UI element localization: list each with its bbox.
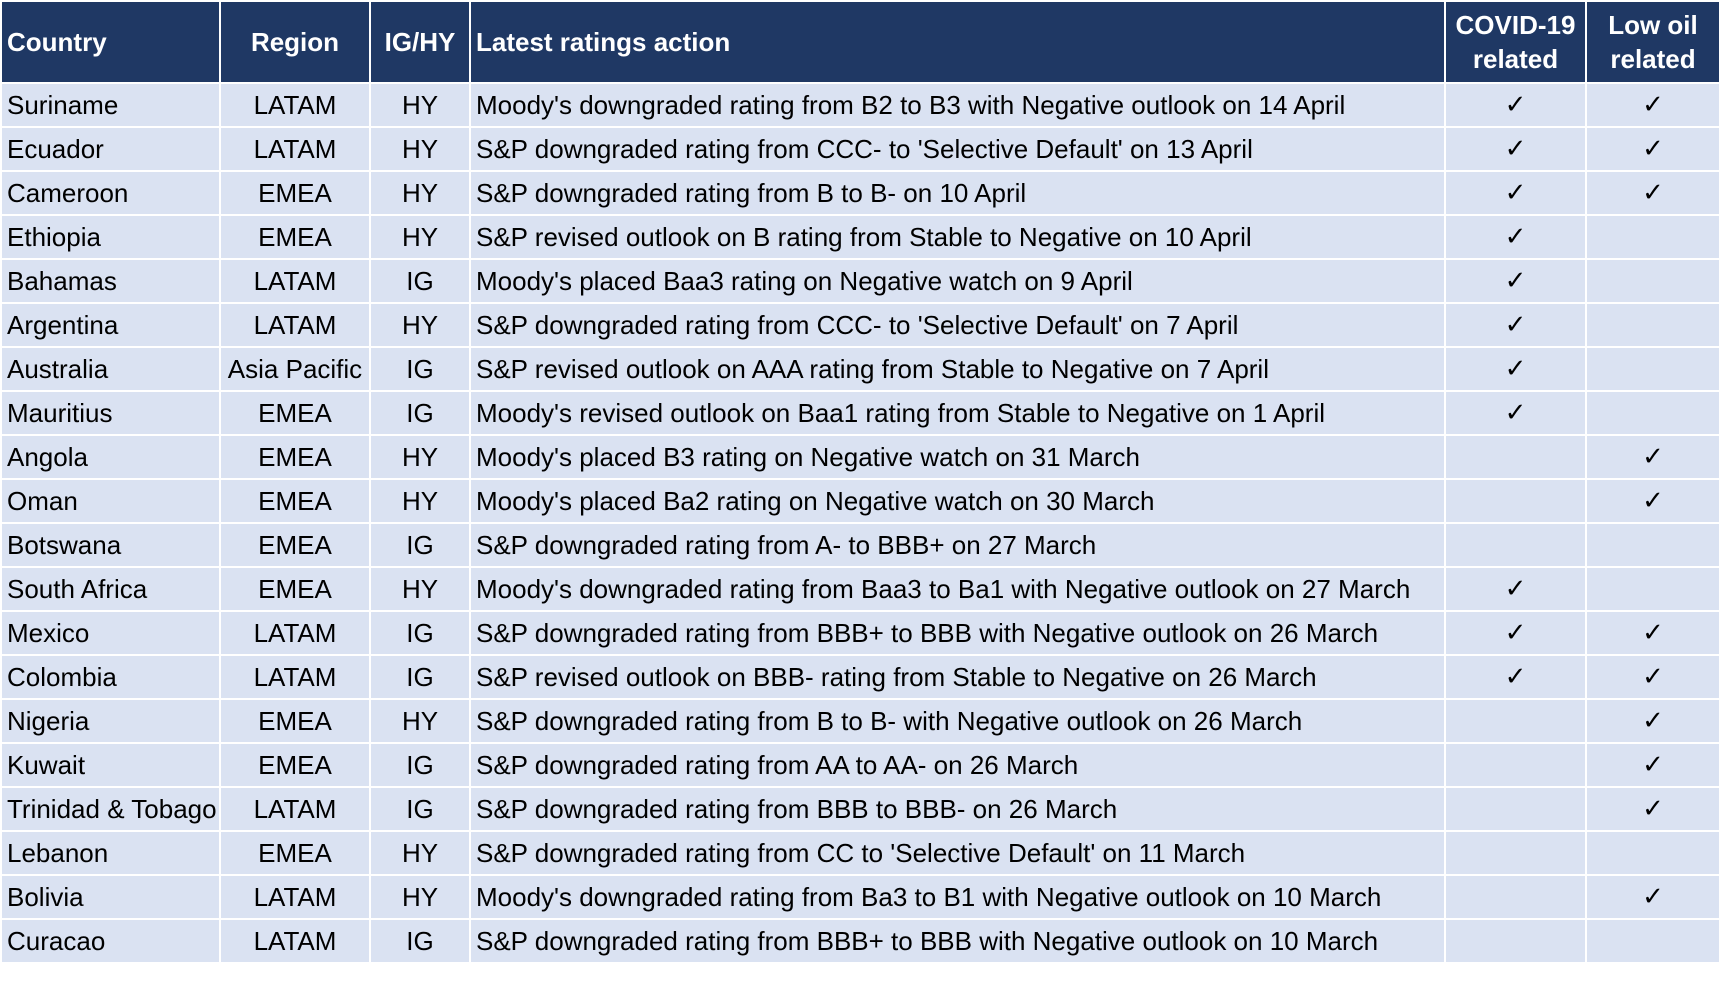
country-cell: South Africa — [1, 567, 220, 611]
region-cell: EMEA — [220, 523, 370, 567]
table-row — [1, 523, 1719, 567]
oil-check-cell — [1586, 919, 1719, 963]
region-cell: LATAM — [220, 83, 370, 127]
country-cell: Colombia — [1, 655, 220, 699]
table-row — [1, 83, 1719, 127]
region-cell: LATAM — [220, 127, 370, 171]
region-cell: EMEA — [220, 743, 370, 787]
oil-check-cell: ✓ — [1586, 699, 1719, 743]
action-cell: S&P downgraded rating from BBB+ to BBB with Negative outlook on 26 March — [470, 611, 1445, 655]
region-cell: LATAM — [220, 875, 370, 919]
header-region: Region — [220, 1, 370, 83]
table-row — [1, 215, 1719, 259]
ighy-cell: HY — [370, 831, 470, 875]
action-cell: Moody's placed Ba2 rating on Negative watch on 30 March — [470, 479, 1445, 523]
oil-check-cell: ✓ — [1586, 875, 1719, 919]
table-row — [1, 875, 1719, 919]
table-row — [1, 919, 1719, 963]
covid-check-cell: ✓ — [1445, 567, 1586, 611]
oil-check-cell: ✓ — [1586, 83, 1719, 127]
oil-check-cell — [1586, 215, 1719, 259]
region-cell: LATAM — [220, 919, 370, 963]
covid-check-cell — [1445, 523, 1586, 567]
ighy-cell: HY — [370, 83, 470, 127]
action-cell: S&P downgraded rating from B to B- on 10 April — [470, 171, 1445, 215]
oil-check-cell: ✓ — [1586, 127, 1719, 171]
action-cell: S&P downgraded rating from BBB to BBB- on 26 March — [470, 787, 1445, 831]
header-covid-line2: related — [1472, 44, 1559, 74]
table-row — [1, 171, 1719, 215]
covid-check-cell — [1445, 699, 1586, 743]
action-cell: S&P downgraded rating from CCC- to 'Selective Default' on 7 April — [470, 303, 1445, 347]
covid-check-cell: ✓ — [1445, 347, 1586, 391]
covid-check-cell: ✓ — [1445, 303, 1586, 347]
ighy-cell: IG — [370, 787, 470, 831]
region-cell: EMEA — [220, 435, 370, 479]
table-row — [1, 655, 1719, 699]
action-cell: S&P downgraded rating from AA to AA- on 26 March — [470, 743, 1445, 787]
oil-check-cell — [1586, 567, 1719, 611]
country-cell: Mexico — [1, 611, 220, 655]
ighy-cell: HY — [370, 303, 470, 347]
oil-check-cell — [1586, 303, 1719, 347]
action-cell: Moody's downgraded rating from Ba3 to B1 with Negative outlook on 10 March — [470, 875, 1445, 919]
country-cell: Kuwait — [1, 743, 220, 787]
action-cell: Moody's downgraded rating from Baa3 to Ba1 with Negative outlook on 27 March — [470, 567, 1445, 611]
ighy-cell: IG — [370, 391, 470, 435]
region-cell: Asia Pacific — [220, 347, 370, 391]
ighy-cell: IG — [370, 523, 470, 567]
ighy-cell: IG — [370, 655, 470, 699]
table-row — [1, 699, 1719, 743]
table-row — [1, 611, 1719, 655]
oil-check-cell: ✓ — [1586, 743, 1719, 787]
country-cell: Bahamas — [1, 259, 220, 303]
table-row — [1, 127, 1719, 171]
covid-check-cell: ✓ — [1445, 83, 1586, 127]
header-covid-line1: COVID-19 — [1455, 10, 1576, 40]
header-row — [1, 1, 1719, 83]
ighy-cell: HY — [370, 875, 470, 919]
region-cell: EMEA — [220, 215, 370, 259]
header-ighy: IG/HY — [370, 1, 470, 83]
action-cell: S&P downgraded rating from CCC- to 'Selective Default' on 13 April — [470, 127, 1445, 171]
table-row — [1, 831, 1719, 875]
table-body — [1, 83, 1719, 963]
action-cell: Moody's placed Baa3 rating on Negative watch on 9 April — [470, 259, 1445, 303]
header-oil-line1: Low oil — [1608, 10, 1698, 40]
country-cell: Ethiopia — [1, 215, 220, 259]
ighy-cell: HY — [370, 435, 470, 479]
country-cell: Suriname — [1, 83, 220, 127]
covid-check-cell — [1445, 743, 1586, 787]
ighy-cell: IG — [370, 611, 470, 655]
country-cell: Oman — [1, 479, 220, 523]
ighy-cell: HY — [370, 479, 470, 523]
header-action: Latest ratings action — [470, 1, 1445, 83]
region-cell: EMEA — [220, 391, 370, 435]
action-cell: S&P revised outlook on B rating from Stable to Negative on 10 April — [470, 215, 1445, 259]
ighy-cell: HY — [370, 171, 470, 215]
covid-check-cell — [1445, 919, 1586, 963]
action-cell: Moody's downgraded rating from B2 to B3 with Negative outlook on 14 April — [470, 83, 1445, 127]
covid-check-cell: ✓ — [1445, 611, 1586, 655]
header-oil-line2: related — [1610, 44, 1696, 74]
table-header — [1, 1, 1719, 83]
table-row — [1, 435, 1719, 479]
ighy-cell: HY — [370, 567, 470, 611]
action-cell: S&P downgraded rating from CC to 'Selective Default' on 11 March — [470, 831, 1445, 875]
table-row — [1, 303, 1719, 347]
covid-check-cell — [1445, 875, 1586, 919]
action-cell: Moody's placed B3 rating on Negative watch on 31 March — [470, 435, 1445, 479]
ighy-cell: HY — [370, 699, 470, 743]
ighy-cell: IG — [370, 347, 470, 391]
header-covid — [1445, 1, 1586, 83]
oil-check-cell: ✓ — [1586, 479, 1719, 523]
header-oil — [1586, 1, 1719, 83]
country-cell: Lebanon — [1, 831, 220, 875]
covid-check-cell — [1445, 831, 1586, 875]
covid-check-cell: ✓ — [1445, 655, 1586, 699]
covid-check-cell — [1445, 435, 1586, 479]
region-cell: LATAM — [220, 259, 370, 303]
covid-check-cell — [1445, 787, 1586, 831]
oil-check-cell — [1586, 523, 1719, 567]
country-cell: Angola — [1, 435, 220, 479]
covid-check-cell: ✓ — [1445, 127, 1586, 171]
oil-check-cell: ✓ — [1586, 171, 1719, 215]
action-cell: S&P downgraded rating from A- to BBB+ on 27 March — [470, 523, 1445, 567]
country-cell: Botswana — [1, 523, 220, 567]
region-cell: EMEA — [220, 479, 370, 523]
region-cell: EMEA — [220, 567, 370, 611]
country-cell: Cameroon — [1, 171, 220, 215]
table-row — [1, 567, 1719, 611]
region-cell: LATAM — [220, 655, 370, 699]
country-cell: Trinidad & Tobago — [1, 787, 220, 831]
region-cell: LATAM — [220, 303, 370, 347]
covid-check-cell — [1445, 479, 1586, 523]
table-row — [1, 787, 1719, 831]
action-cell: S&P revised outlook on AAA rating from Stable to Negative on 7 April — [470, 347, 1445, 391]
header-country: Country — [1, 1, 220, 83]
oil-check-cell: ✓ — [1586, 787, 1719, 831]
region-cell: LATAM — [220, 611, 370, 655]
region-cell: LATAM — [220, 787, 370, 831]
region-cell: EMEA — [220, 699, 370, 743]
region-cell: EMEA — [220, 171, 370, 215]
covid-check-cell: ✓ — [1445, 215, 1586, 259]
table-row — [1, 743, 1719, 787]
covid-check-cell: ✓ — [1445, 259, 1586, 303]
oil-check-cell — [1586, 259, 1719, 303]
region-cell: EMEA — [220, 831, 370, 875]
covid-check-cell: ✓ — [1445, 171, 1586, 215]
country-cell: Nigeria — [1, 699, 220, 743]
ighy-cell: IG — [370, 259, 470, 303]
ighy-cell: HY — [370, 215, 470, 259]
table-row — [1, 259, 1719, 303]
ighy-cell: IG — [370, 743, 470, 787]
ighy-cell: HY — [370, 127, 470, 171]
country-cell: Ecuador — [1, 127, 220, 171]
action-cell: Moody's revised outlook on Baa1 rating from Stable to Negative on 1 April — [470, 391, 1445, 435]
country-cell: Bolivia — [1, 875, 220, 919]
oil-check-cell — [1586, 831, 1719, 875]
oil-check-cell: ✓ — [1586, 435, 1719, 479]
oil-check-cell: ✓ — [1586, 655, 1719, 699]
ighy-cell: IG — [370, 919, 470, 963]
oil-check-cell: ✓ — [1586, 611, 1719, 655]
action-cell: S&P revised outlook on BBB- rating from Stable to Negative on 26 March — [470, 655, 1445, 699]
action-cell: S&P downgraded rating from B to B- with Negative outlook on 26 March — [470, 699, 1445, 743]
oil-check-cell — [1586, 391, 1719, 435]
country-cell: Mauritius — [1, 391, 220, 435]
covid-check-cell: ✓ — [1445, 391, 1586, 435]
country-cell: Argentina — [1, 303, 220, 347]
oil-check-cell — [1586, 347, 1719, 391]
action-cell: S&P downgraded rating from BBB+ to BBB with Negative outlook on 10 March — [470, 919, 1445, 963]
table-row — [1, 479, 1719, 523]
country-cell: Curacao — [1, 919, 220, 963]
country-cell: Australia — [1, 347, 220, 391]
table-row — [1, 391, 1719, 435]
table-row — [1, 347, 1719, 391]
